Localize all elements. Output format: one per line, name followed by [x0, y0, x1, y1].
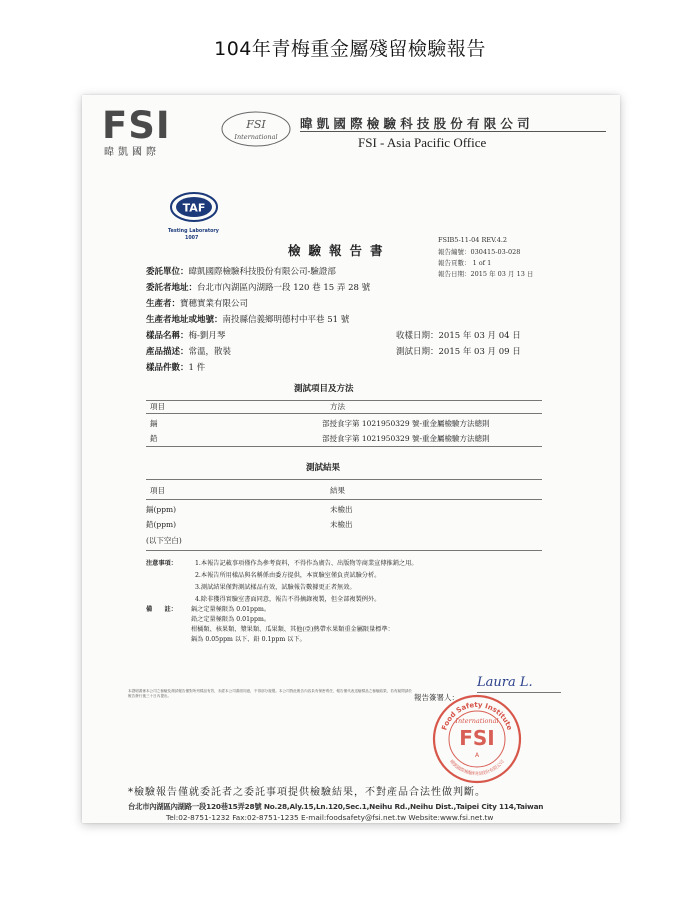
svg-text:International: International — [455, 717, 499, 725]
page-title: 104年青梅重金屬殘留檢驗報告 — [214, 38, 486, 60]
remark-item: 鎘為 0.05ppm 以下、鉛 0.1ppm 以下。 — [191, 636, 306, 643]
results-end-note: (以下空白) — [146, 536, 182, 545]
note-item: 3.測試結果僅對測試樣品有效，試驗報告數據更正者無效。 — [195, 584, 356, 591]
signatory-label: 報告簽署人： — [414, 693, 459, 702]
fsi-international-logo — [220, 109, 292, 149]
methods-header-method: 方法 — [330, 402, 345, 411]
tested-date: 測試日期：2015 年 03 月 09 日 — [396, 347, 521, 357]
disclaimer-small-print: 本證明書係本公司之檢驗及測試報告僅對所列樣品有效，未經本公司書面同意，不得部分複製。本公司對此報告內容負有保密責任，報告僅代表送驗樣品之檢驗結果，若有疑問請於報告發行後三十日內提出。 — [128, 689, 412, 698]
methods-row-item: 鎘 — [150, 419, 158, 428]
methods-row-method: 部授食字第 1021950329 號-重金屬檢驗方法總則 — [322, 419, 490, 428]
footer-disclaimer: *檢驗報告僅就委託者之委託事項提供檢驗結果，不對產品合法性做判斷。 — [128, 787, 486, 798]
results-rule-bottom — [146, 550, 542, 551]
methods-title: 測試項目及方法 — [294, 384, 354, 394]
note-item: 2.本報告所用樣品與名稱係由委方提供，本實驗室僅負責試驗分析。 — [195, 572, 381, 579]
official-seal-stamp — [431, 693, 523, 785]
field-client: 委託單位：暐凱國際檢驗科技股份有限公司-驗證部 — [146, 267, 336, 277]
fsi-logo: FSI — [102, 104, 171, 147]
field-sample-count: 樣品件數：1 件 — [146, 363, 206, 373]
remarks-label: 備 註： — [146, 606, 177, 613]
methods-rule-bottom — [146, 446, 542, 447]
note-item: 4.除非獲得實驗室書面同意，報告不得摘錄複製，但全部複製例外。 — [195, 596, 381, 603]
svg-text:FSI: FSI — [246, 118, 266, 131]
field-producer-address: 生產者地址或地號：南投縣信義鄉明德村中平巷 51 號 — [146, 315, 350, 325]
results-row-item: 鎘(ppm) — [146, 505, 177, 514]
svg-text:TAF: TAF — [182, 201, 206, 215]
results-row-item: 鉛(ppm) — [146, 520, 177, 529]
methods-row-item: 鉛 — [150, 434, 158, 443]
svg-text:A: A — [474, 752, 480, 759]
results-rule-header — [146, 499, 542, 500]
form-number: FSIB5-11-04 REV.4.2 — [438, 236, 508, 244]
company-name: 暐凱國際檢驗科技股份有限公司 — [300, 116, 534, 131]
svg-text:暐凱國際檢驗科技股份有限公司: 暐凱國際檢驗科技股份有限公司 — [448, 759, 506, 778]
svg-text:FSI: FSI — [459, 726, 495, 750]
office-name: FSI - Asia Pacific Office — [358, 135, 487, 150]
svg-text:International: International — [234, 133, 278, 141]
results-rule-top — [146, 479, 542, 480]
note-item: 1.本報告記載事項僅作為參考資料，不得作為廣告、出版物等商業宣傳推銷之用。 — [195, 560, 418, 567]
signature: Laura L. — [477, 675, 533, 690]
results-header-item: 項目 — [150, 486, 165, 495]
report-document — [82, 95, 620, 823]
page-count: 報告頁數： 1 of 1 — [438, 259, 492, 267]
methods-row-method: 部授食字第 1021950329 號-重金屬檢驗方法總則 — [322, 434, 490, 443]
taf-number: 1007 — [185, 236, 199, 241]
svg-text:Food Safety Institute: Food Safety Institute — [440, 700, 514, 732]
remark-item: 柑橘類、核果類、漿果類、瓜果類、其他(亞)熱帶水果類重金屬限量標準： — [191, 626, 394, 633]
footer-contact: Tel:02-8751-1232 Fax:02-8751-1235 E-mail:foodsafety@fsi.net.tw Website:www.fsi.net.tw — [166, 813, 494, 822]
results-row-result: 未檢出 — [330, 520, 353, 529]
field-sample-name: 樣品名稱：梅-劉月琴 — [146, 331, 226, 341]
taf-label: Testing Laboratory — [168, 229, 219, 234]
methods-header-item: 項目 — [150, 402, 165, 411]
notes-label: 注意事項： — [146, 560, 177, 567]
footer-address: 台北市內湖區內湖路一段120巷15弄28號 No.28,Aly.15,Ln.120,Sec.1,Neihu Rd.,Neihu Dist.,Taipei City 114,Taiwan — [128, 802, 544, 811]
field-producer: 生產者：寶穗實業有限公司 — [146, 299, 249, 309]
results-title: 測試結果 — [306, 463, 341, 473]
report-number: 報告編號：030415-03-028 — [438, 248, 521, 256]
letterhead-divider — [300, 131, 606, 132]
field-product-description: 產品描述：常溫，散裝 — [146, 347, 232, 357]
report-title: 檢驗報告書 — [288, 243, 391, 258]
results-row-result: 未檢出 — [330, 505, 353, 514]
fsi-logo-subtitle: 暐凱國際 — [104, 147, 160, 158]
remark-item: 鎘之定量極限為 0.01ppm。 — [191, 606, 271, 613]
received-date: 收樣日期：2015 年 03 月 04 日 — [396, 331, 521, 341]
results-header-result: 結果 — [330, 486, 345, 495]
methods-rule-header — [146, 413, 542, 414]
remark-item: 鉛之定量極限為 0.01ppm。 — [191, 616, 271, 623]
report-date: 報告日期：2015 年 03 月 13 日 — [438, 270, 534, 278]
field-client-address: 委託者地址：台北市內湖區內湖路一段 120 巷 15 弄 28 號 — [146, 283, 371, 293]
